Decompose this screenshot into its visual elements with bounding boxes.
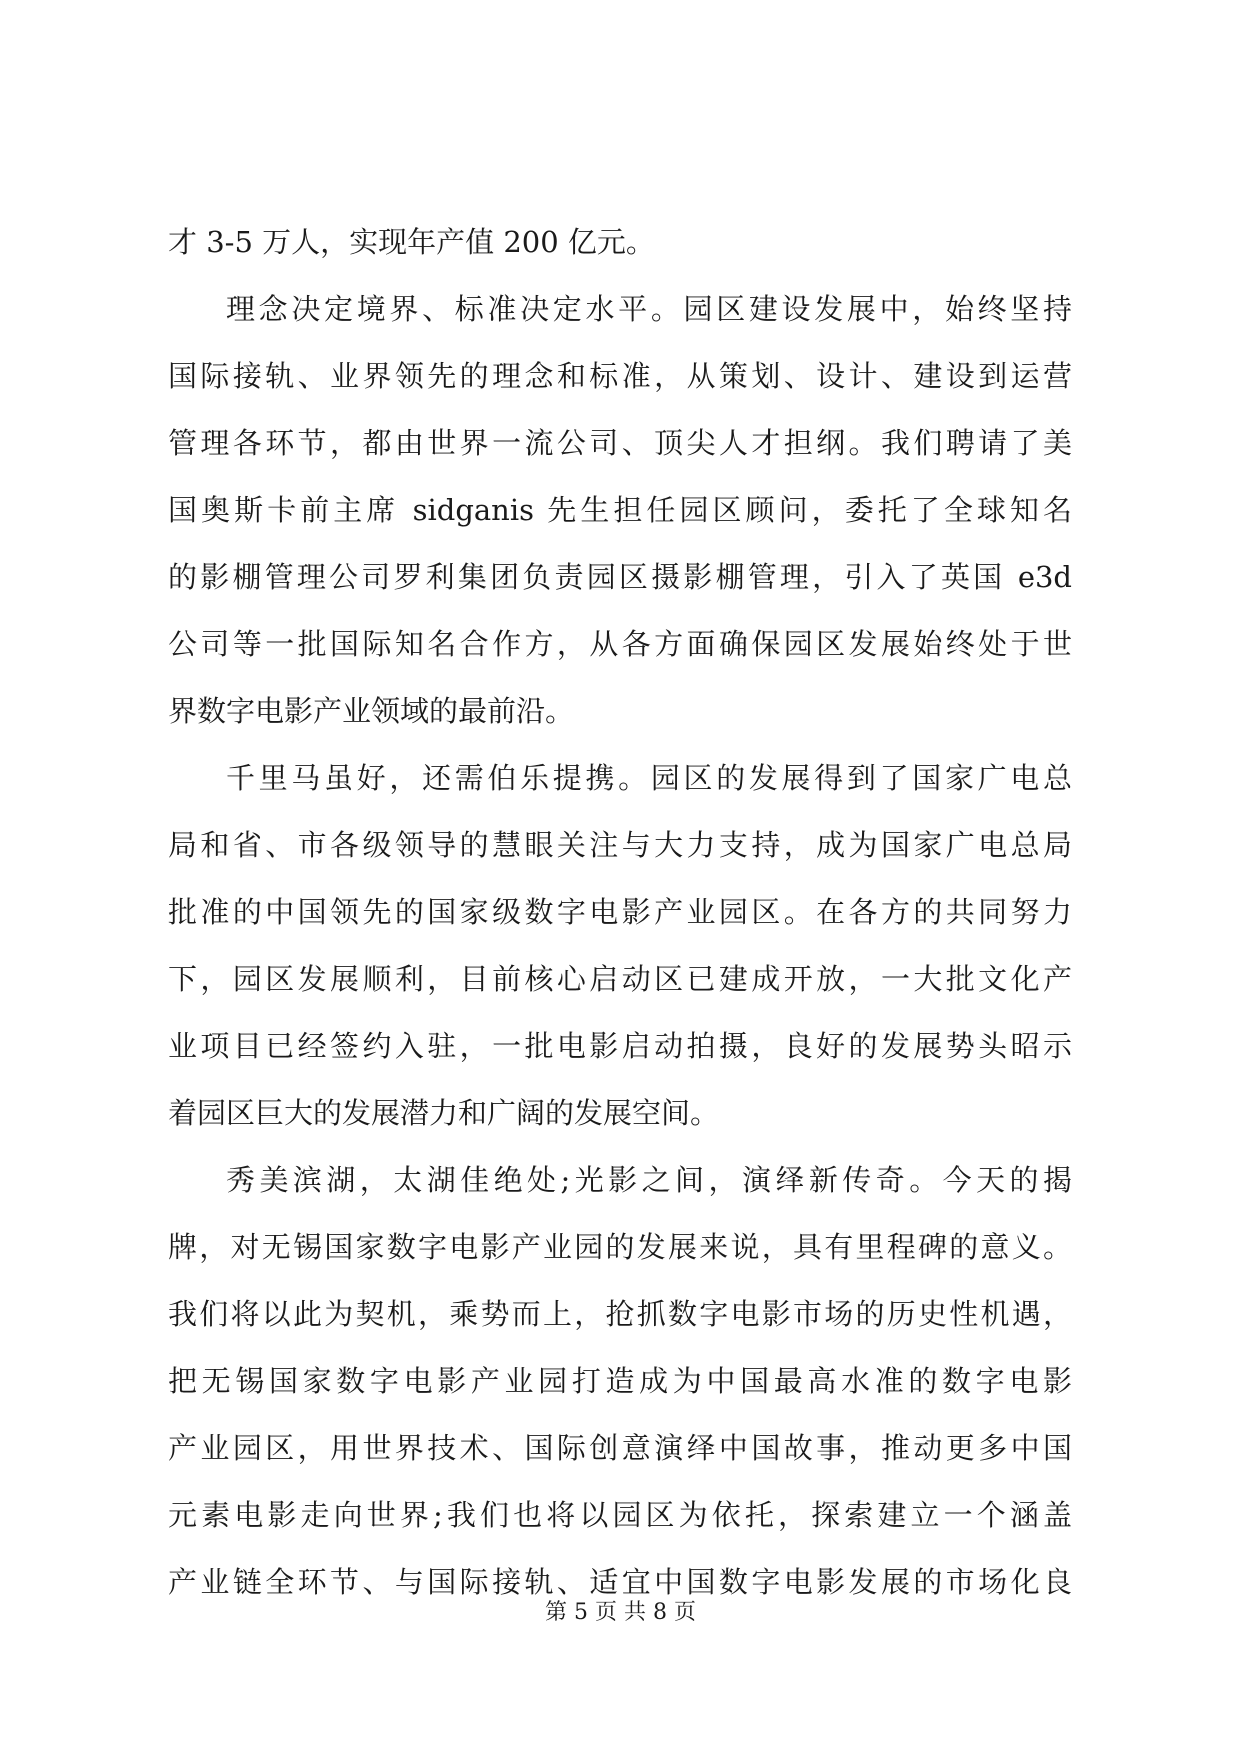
text-line: 管理各环节，都由世界一流公司、顶尖人才担纲。我们聘请了美 (168, 426, 1072, 460)
text-line: 的影棚管理公司罗利集团负责园区摄影棚管理，引入了英国 e3d (168, 560, 1072, 594)
text-line: 批准的中国领先的国家级数字电影产业园区。在各方的共同努力 (168, 895, 1072, 929)
text-line: 界数字电影产业领域的最前沿。 (168, 694, 575, 728)
text-line: 我们将以此为契机，乘势而上，抢抓数字电影市场的历史性机遇， (168, 1297, 1072, 1331)
text-line: 牌，对无锡国家数字电影产业园的发展来说，具有里程碑的意义。 (168, 1230, 1072, 1264)
text-line: 产业园区，用世界技术、国际创意演绎中国故事，推动更多中国 (168, 1431, 1072, 1465)
text-line: 国际接轨、业界领先的理念和标准，从策划、设计、建设到运营 (168, 359, 1072, 393)
text-line: 国奥斯卡前主席 sidganis 先生担任园区顾问，委托了全球知名 (168, 493, 1072, 527)
text-line: 局和省、市各级领导的慧眼关注与大力支持，成为国家广电总局 (168, 828, 1072, 862)
text-line: 下，园区发展顺利，目前核心启动区已建成开放，一大批文化产 (168, 962, 1072, 996)
text-line: 公司等一批国际知名合作方，从各方面确保园区发展始终处于世 (168, 627, 1072, 661)
paragraph-first-line: 秀美滨湖，太湖佳绝处;光影之间，演绎新传奇。今天的揭 (226, 1163, 1072, 1197)
text-line: 元素电影走向世界;我们也将以园区为依托，探索建立一个涵盖 (168, 1498, 1072, 1532)
document-body (168, 209, 1072, 1616)
text-line: 业项目已经签约入驻，一批电影启动拍摄，良好的发展势头昭示 (168, 1029, 1072, 1063)
text-line: 着园区巨大的发展潜力和广阔的发展空间。 (168, 1096, 720, 1130)
text-line: 才 3-5 万人，实现年产值 200 亿元。 (168, 225, 655, 259)
paragraph-first-line: 千里马虽好，还需伯乐提携。园区的发展得到了国家广电总 (226, 761, 1072, 795)
paragraph-first-line: 理念决定境界、标准决定水平。园区建设发展中，始终坚持 (226, 292, 1072, 326)
text-line: 把无锡国家数字电影产业园打造成为中国最高水准的数字电影 (168, 1364, 1072, 1398)
page-number-footer: 第 5 页 共 8 页 (545, 1600, 696, 1625)
text-line: 产业链全环节、与国际接轨、适宜中国数字电影发展的市场化良 (168, 1565, 1072, 1599)
